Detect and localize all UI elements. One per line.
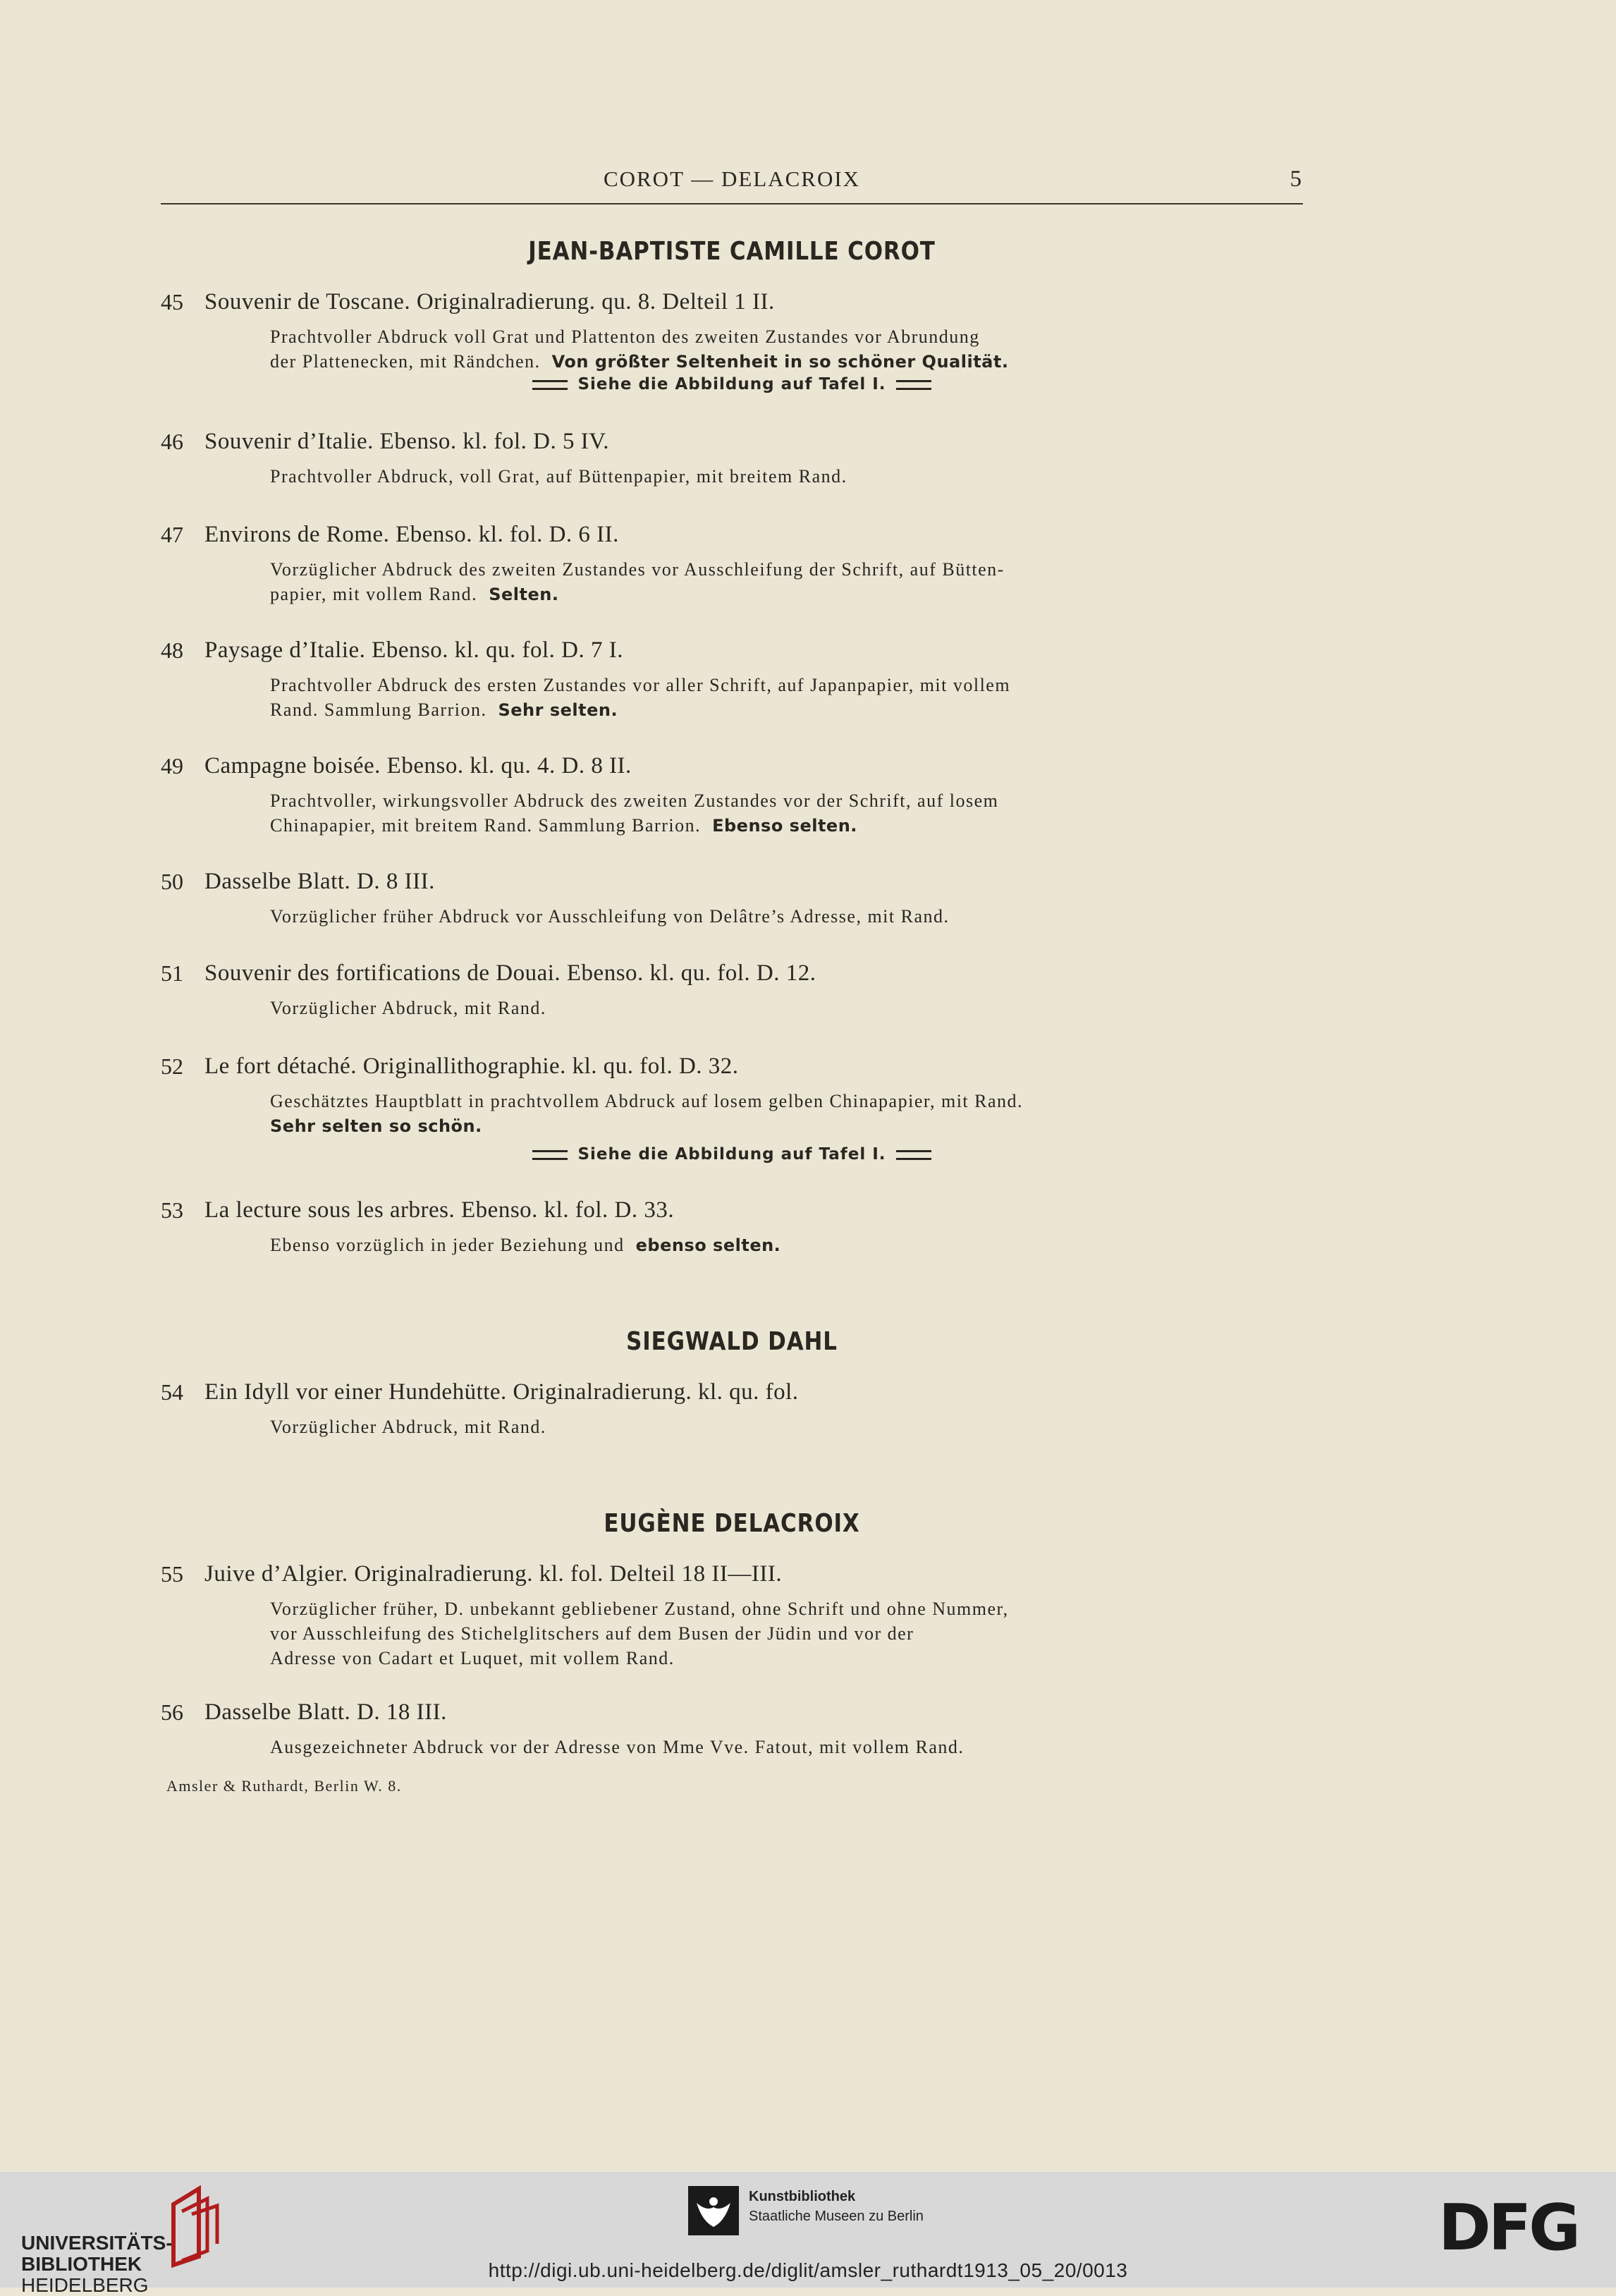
description-line: Prachtvoller, wirkungsvoller Abdruck des zweiten Zustandes vor der Schrift, auf losem: [270, 790, 999, 811]
entry-number: 45: [161, 289, 183, 315]
section-heading-delacroix: EUGÈNE DELACROIX: [604, 1509, 860, 1538]
running-head-title: COROT — DELACROIX: [603, 166, 861, 191]
entry-number: 51: [161, 960, 183, 986]
entry-description: Prachtvoller Abdruck, voll Grat, auf Büttenpapier, mit breitem Rand.: [270, 466, 847, 487]
entry-title: Paysage d’Italie. Ebenso. kl. qu. fol. D. 7 I.: [204, 637, 623, 663]
rarity-note: Sehr selten.: [498, 700, 618, 720]
description-line: Vorzüglicher Abdruck des zweiten Zustandes vor Ausschleifung der Schrift, auf Bütten-: [270, 559, 1005, 580]
eagle-emblem-icon: [688, 2186, 739, 2235]
header-rule: [161, 203, 1303, 204]
description-line: vor Ausschleifung des Stichelglitschers auf dem Busen der Jüdin und vor der: [270, 1623, 914, 1644]
entry-description: [270, 1596, 1312, 1671]
description-line: Rand. Sammlung Barrion. Sehr selten.: [270, 700, 618, 720]
entry-number: 46: [161, 429, 183, 454]
dfg-logo[interactable]: [1438, 2197, 1595, 2257]
entry-number: 52: [161, 1054, 183, 1079]
entry-title: Le fort détaché. Originallithographie. kl. qu. fol. D. 32.: [204, 1054, 739, 1079]
permalink-url[interactable]: http://digi.ub.uni-heidelberg.de/diglit/amsler_ruthardt1913_05_20/0013: [488, 2259, 1128, 2281]
entry-title: Campagne boisée. Ebenso. kl. qu. 4. D. 8 II.: [204, 753, 632, 778]
plate-reference: Siehe die Abbildung auf Tafel I.: [161, 375, 1303, 393]
entry-number: 49: [161, 753, 183, 778]
entry-title: Souvenir des fortifications de Douai. Ebenso. kl. qu. fol. D. 12.: [204, 960, 816, 986]
printer-imprint: Amsler & Ruthardt, Berlin W. 8.: [166, 1777, 402, 1795]
entry-number: 56: [161, 1699, 183, 1725]
entry-description: Vorzüglicher früher Abdruck vor Ausschleifung von Delâtre’s Adresse, mit Rand.: [270, 906, 950, 927]
description-line: Ebenso vorzüglich in jeder Beziehung und ebenso selten.: [270, 1235, 781, 1255]
entry-description: [270, 673, 1312, 723]
section-heading-dahl: SIEGWALD DAHL: [626, 1327, 838, 1356]
entry-title: Environs de Rome. Ebenso. kl. fol. D. 6 II.: [204, 522, 619, 547]
kunstbibliothek-logo[interactable]: Kunstbibliothek Staatliche Museen zu Berlin: [688, 2186, 739, 2239]
page-number: 5: [1290, 166, 1303, 192]
section-heading-corot: JEAN-BAPTISTE CAMILLE COROT: [528, 237, 936, 266]
entry-description: [270, 324, 1312, 374]
entry-description: [270, 1233, 1312, 1258]
entry-number: 50: [161, 869, 183, 894]
entry-title: Juive d’Algier. Originalradierung. kl. fol. Delteil 18 II—III.: [204, 1561, 783, 1587]
running-head: [161, 161, 1303, 203]
entry-description: Vorzüglicher Abdruck, mit Rand.: [270, 998, 546, 1018]
description-line: Chinapapier, mit breitem Rand. Sammlung Barrion. Ebenso selten.: [270, 815, 857, 836]
svg-text:DFG: DFG: [1438, 2197, 1579, 2257]
entry-description: Vorzüglicher Abdruck, mit Rand.: [270, 1417, 546, 1437]
ub-heidelberg-emblem-icon: [164, 2183, 226, 2268]
description-line: Prachtvoller Abdruck des ersten Zustandes vor aller Schrift, auf Japanpapier, mit vollem: [270, 675, 1011, 695]
entry-description: [270, 788, 1312, 838]
entry-description: [270, 1089, 1312, 1139]
description-line: Geschätztes Hauptblatt in prachtvollem Abdruck auf losem gelben Chinapapier, mit Rand.: [270, 1091, 1024, 1111]
entry-title: Ein Idyll vor einer Hundehütte. Originalradierung. kl. qu. fol.: [204, 1379, 799, 1405]
rarity-note: Ebenso selten.: [712, 816, 857, 836]
rarity-note: Sehr selten so schön.: [270, 1116, 482, 1136]
description-line: papier, mit vollem Rand. Selten.: [270, 584, 559, 604]
description-line: der Plattenecken, mit Rändchen. Von größter Seltenheit in so schöner Qualität.: [270, 351, 1009, 372]
entry-number: 54: [161, 1379, 183, 1405]
entry-number: 55: [161, 1561, 183, 1587]
digitization-footer: [0, 2172, 1616, 2296]
entry-number: 53: [161, 1197, 183, 1223]
entry-title: Souvenir d’Italie. Ebenso. kl. fol. D. 5 IV.: [204, 429, 610, 454]
description-line: [270, 1113, 1312, 1139]
description-line: Adresse von Cadart et Luquet, mit vollem Rand.: [270, 1648, 675, 1668]
entry-title: Dasselbe Blatt. D. 8 III.: [204, 869, 435, 894]
rarity-note: ebenso selten.: [635, 1235, 781, 1255]
description-line: Vorzüglicher früher, D. unbekannt gebliebener Zustand, ohne Schrift und ohne Nummer,: [270, 1599, 1009, 1619]
entry-description: [270, 557, 1312, 607]
ub-heidelberg-logo[interactable]: UNIVERSITÄTS- BIBLIOTHEK HEIDELBERG: [21, 2232, 173, 2296]
entry-title: La lecture sous les arbres. Ebenso. kl. fol. D. 33.: [204, 1197, 675, 1223]
entry-description: Ausgezeichneter Abdruck vor der Adresse von Mme Vve. Fatout, mit vollem Rand.: [270, 1737, 965, 1757]
entry-title: Dasselbe Blatt. D. 18 III.: [204, 1699, 447, 1725]
description-line: Prachtvoller Abdruck voll Grat und Plattenton des zweiten Zustandes vor Abrundung: [270, 326, 980, 347]
entry-title: Souvenir de Toscane. Originalradierung. qu. 8. Delteil 1 II.: [204, 289, 775, 315]
entry-number: 47: [161, 522, 183, 547]
rarity-note: Von größter Seltenheit in so schöner Qualität.: [551, 352, 1009, 372]
plate-reference: Siehe die Abbildung auf Tafel I.: [161, 1145, 1303, 1164]
entry-number: 48: [161, 637, 183, 663]
rarity-note: Selten.: [489, 585, 559, 604]
